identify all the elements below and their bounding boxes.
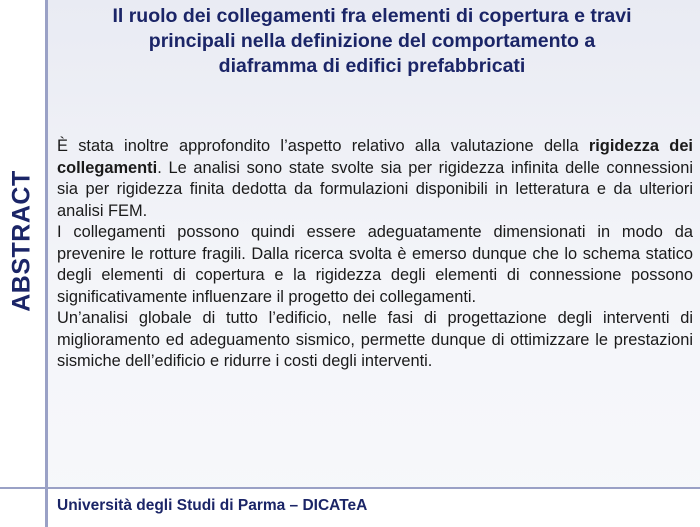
paragraph-2: I collegamenti possono quindi essere adeguatamente dimensionati in modo da prevenire le rotture fragili. Dalla ricerca svolta è emerso dunque che lo schema statico degli elementi di copertura e la rigidezza degli elementi di connessione possono significativamente influenzare il progetto dei collegamenti. [57, 223, 693, 306]
title-line-1: Il ruolo dei collegamenti fra elementi di copertura e travi [112, 5, 632, 27]
paragraph-1-end: . Le analisi sono state svolte sia per rigidezza infinita delle connessioni sia per rigidezza finita dedotta da formulazioni disponibili in letteratura e da ulteriori analisi FEM. [57, 158, 693, 220]
title-line-2: principali nella definizione del comportamento a [148, 30, 596, 52]
horizontal-divider [0, 487, 700, 489]
paragraph-1-highlight: rigidezza dei collegamenti [57, 137, 693, 177]
title-line-3: diaframma di edifici prefabbricati [218, 55, 526, 77]
abstract-body [57, 136, 693, 373]
paragraph-3: Un’analisi globale di tutto l’edificio, nelle fasi di progettazione degli interventi di miglioramento ed adeguamento sismico, permette dunque di ottimizzare le prestazioni sismiche dell’edificio e ridurre i costi degli interventi. [57, 309, 693, 370]
vertical-divider [45, 0, 48, 527]
page-title [52, 4, 692, 79]
paragraph-1-start: È stata inoltre approfondito l’aspetto relativo alla valutazione della [57, 137, 589, 155]
footer-institution: Università degli Studi di Parma – DICATeA [57, 497, 368, 514]
paragraph-1 [57, 136, 693, 222]
side-label-abstract: ABSTRACT [7, 170, 36, 312]
